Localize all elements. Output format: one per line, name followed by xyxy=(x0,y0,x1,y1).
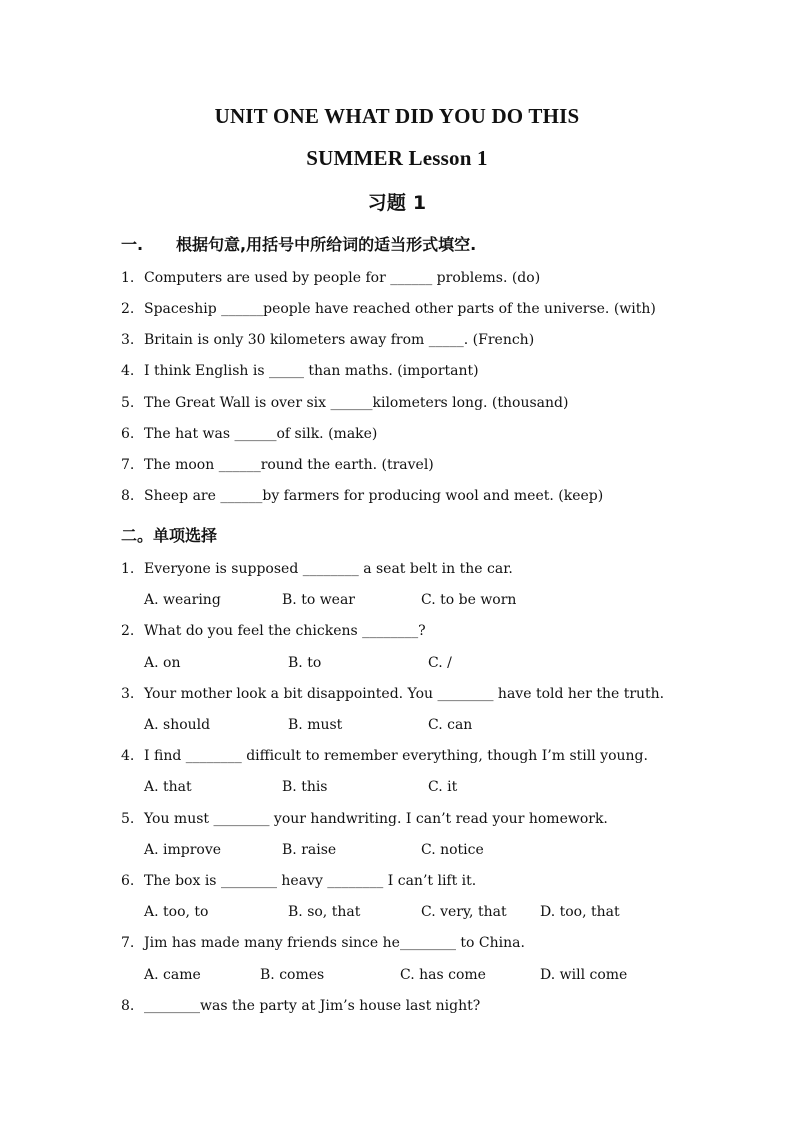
option-b: B. to xyxy=(288,655,322,671)
option-c: C. it xyxy=(428,779,458,795)
option-b: B. to wear xyxy=(282,592,356,608)
question-text: Your mother look a bit disappointed. You ________ have told her the truth. xyxy=(144,686,665,702)
item-text: Sheep are ______by farmers for producing wool and meet. (keep) xyxy=(144,488,604,504)
item-text: Spaceship ______people have reached other parts of the universe. (with) xyxy=(144,301,656,317)
item-number: 8. xyxy=(121,488,135,504)
question-text: ________was the party at Jim’s house last night? xyxy=(144,998,481,1014)
item-text: The moon ______round the earth. (travel) xyxy=(144,457,434,473)
option-a: A. came xyxy=(144,967,201,983)
item-text: The Great Wall is over six ______kilometers long. (thousand) xyxy=(144,395,569,411)
question-text: I find ________ difficult to remember everything, though I’m still young. xyxy=(144,748,648,764)
option-b: B. comes xyxy=(260,967,325,983)
item-number: 2. xyxy=(121,301,135,317)
question-number: 3. xyxy=(121,686,135,702)
item-number: 3. xyxy=(121,332,135,348)
option-a: A. wearing xyxy=(144,592,221,608)
question-number: 4. xyxy=(121,748,135,764)
section1-heading xyxy=(121,232,476,255)
option-a: A. on xyxy=(144,655,181,671)
option-a: A. that xyxy=(144,779,192,795)
item-number: 5. xyxy=(121,395,135,411)
option-b: B. this xyxy=(282,779,328,795)
option-c: C. can xyxy=(428,717,473,733)
item-number: 1. xyxy=(121,270,135,286)
item-number: 6. xyxy=(121,426,135,442)
item-text: The hat was ______of silk. (make) xyxy=(144,426,378,442)
page-title-line2: SUMMER Lesson 1 xyxy=(306,146,488,170)
option-b: B. so, that xyxy=(288,904,361,920)
page-title-line1: UNIT ONE WHAT DID YOU DO THIS xyxy=(214,104,580,128)
option-a: A. improve xyxy=(144,842,222,858)
option-b: B. must xyxy=(288,717,343,733)
option-a: A. too, to xyxy=(144,904,209,920)
item-text: I think English is _____ than maths. (important) xyxy=(144,363,479,379)
option-d: D. will come xyxy=(540,967,628,983)
question-number: 5. xyxy=(121,811,135,827)
item-text: Britain is only 30 kilometers away from _____. (French) xyxy=(144,332,535,348)
option-c: C. has come xyxy=(400,967,486,983)
option-b: B. raise xyxy=(282,842,337,858)
question-text: Jim has made many friends since he________ to China. xyxy=(144,935,525,951)
question-text: What do you feel the chickens ________? xyxy=(144,623,426,639)
option-c: C. / xyxy=(428,655,452,671)
question-number: 2. xyxy=(121,623,135,639)
exercise-title: 习题 1 xyxy=(367,192,427,214)
question-number: 1. xyxy=(121,561,135,577)
section2-heading: 二。单项选择 xyxy=(121,526,218,545)
option-a: A. should xyxy=(144,717,211,733)
question-number: 8. xyxy=(121,998,135,1014)
option-c: C. very, that xyxy=(421,904,507,920)
question-text: Everyone is supposed ________ a seat belt in the car. xyxy=(144,561,513,577)
item-number: 7. xyxy=(121,457,135,473)
item-number: 4. xyxy=(121,363,135,379)
option-c: C. notice xyxy=(421,842,484,858)
option-d: D. too, that xyxy=(540,904,620,920)
question-text: The box is ________ heavy ________ I can’t lift it. xyxy=(144,873,477,889)
question-number: 6. xyxy=(121,873,135,889)
question-number: 7. xyxy=(121,935,135,951)
question-text: You must ________ your handwriting. I can’t read your homework. xyxy=(144,811,608,827)
option-c: C. to be worn xyxy=(421,592,517,608)
item-text: Computers are used by people for ______ problems. (do) xyxy=(144,270,541,286)
section1-number: 一. xyxy=(121,235,144,254)
section1-heading-text: 根据句意,用括号中所给词的适当形式填空. xyxy=(176,235,477,254)
